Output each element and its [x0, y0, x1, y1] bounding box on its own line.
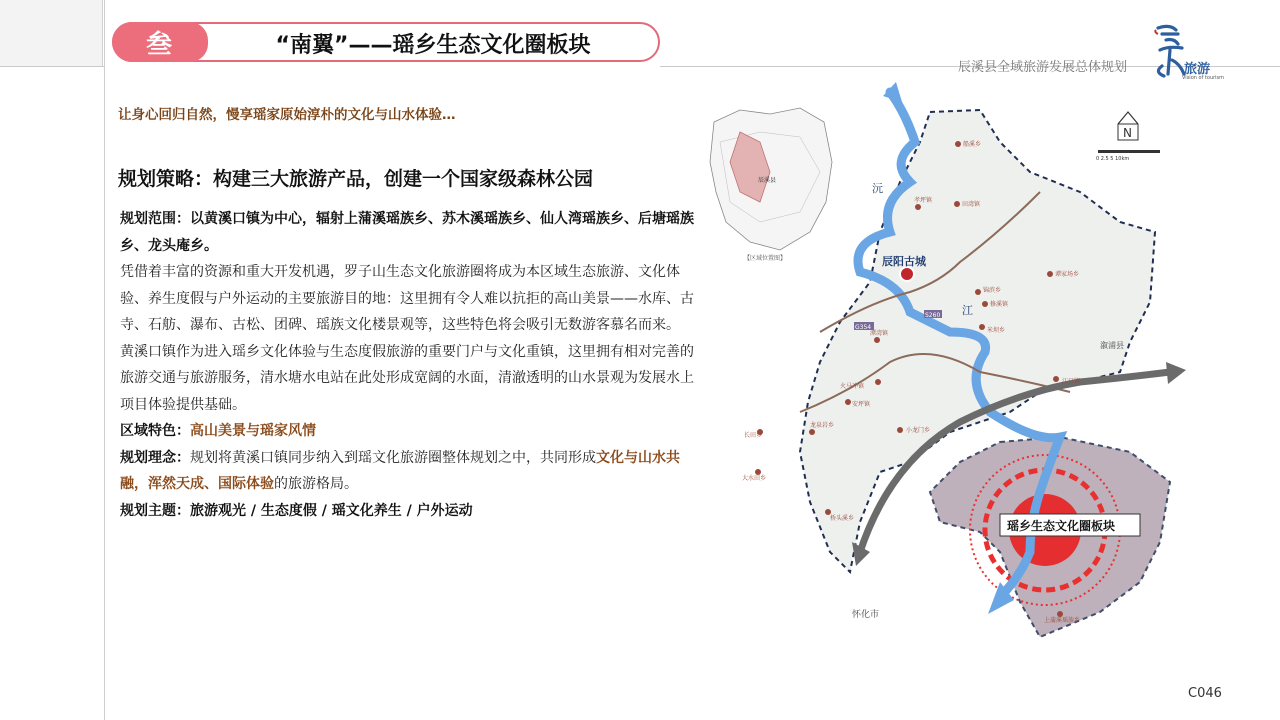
- feature-value: 高山美景与瑶家风情: [190, 423, 316, 439]
- inset-map: [704, 102, 840, 277]
- road-label-g354: G354: [855, 324, 872, 331]
- left-margin-strip: [0, 0, 105, 720]
- page-title: “南翼”——瑶乡生态文化圈板块: [275, 33, 591, 58]
- header-rule-left: [0, 66, 104, 67]
- svg-text:谭家场乡: 谭家场乡: [1055, 271, 1080, 278]
- section-badge: 叁: [112, 22, 208, 62]
- concept-line: [120, 445, 700, 498]
- svg-text:江口镇: 江口镇: [1062, 378, 1081, 385]
- svg-text:米坝乡: 米坝乡: [987, 327, 1006, 334]
- river-char-1: 沅: [872, 182, 883, 195]
- logo-brand-text: 旅游: [1184, 62, 1211, 77]
- feature-line: [120, 418, 700, 445]
- svg-text:火马冲镇: 火马冲镇: [840, 383, 865, 390]
- tagline: 让身心回归自然，慢享瑶家原始淳朴的文化与山水体验…: [118, 107, 456, 123]
- scale-bar: [1096, 150, 1160, 162]
- inset-label: 辰溪县: [758, 177, 777, 184]
- concept-text: 规划将黄溪口镇同步纳入到瑶文化旅游圈整体规划之中，共同形成: [190, 449, 596, 466]
- inset-caption: 【区域位置图】: [744, 255, 787, 262]
- svg-text:安坪镇: 安坪镇: [852, 401, 871, 408]
- paragraph-1: 凭借着丰富的资源和重大开发机遇，罗子山生态文化旅游圈将成为本区域生态旅游、文化体验、养生度假与户外运动的主要旅游目的地：这里拥有令人难以抗拒的高山美景——水库、古寺、石舫、瀑布、古松、团碑、瑶族文化楼景观等，这些特色将会吸引无数游客慕名而来。: [120, 264, 694, 333]
- neighbor-east: 溆浦县: [1100, 341, 1124, 350]
- svg-text:田湾镇: 田湾镇: [962, 201, 981, 208]
- body-text: [120, 206, 700, 524]
- svg-text:孝坪镇: 孝坪镇: [914, 197, 933, 204]
- north-arrow-icon: [1118, 112, 1138, 140]
- city-marker-icon: [900, 267, 914, 281]
- svg-text:潭湾镇: 潭湾镇: [870, 330, 889, 337]
- plan-name: 辰溪县全域旅游发展总体规划: [958, 60, 1128, 75]
- zone-label: 瑶乡生态文化圈板块: [1007, 519, 1116, 533]
- page-number: C046: [1188, 686, 1222, 701]
- svg-text:上蒲溪瑶族乡: 上蒲溪瑶族乡: [1044, 617, 1081, 624]
- paragraph-2: 黄溪口镇作为进入瑶乡文化体验与生态度假旅游的重要门户与文化重镇，这里拥有相对完善的旅游交通与旅游服务，清水塘水电站在此处形成宽阔的水面，清澈透明的山水景观为发展水上项目体验提供基础。: [120, 343, 694, 413]
- svg-text:龙泉岩乡: 龙泉岩乡: [810, 422, 835, 429]
- concept-tail: 的旅游格局。: [274, 476, 358, 492]
- map-svg: [700, 82, 1280, 642]
- neighbor-south: 怀化市: [852, 610, 880, 620]
- svg-text:大水田乡: 大水田乡: [742, 475, 767, 482]
- svg-text:锦滨乡: 锦滨乡: [983, 287, 1002, 294]
- theme-line: 规划主题：旅游观光 / 生态度假 / 瑶文化养生 / 户外运动: [120, 502, 473, 519]
- city-label: 辰阳古城: [882, 255, 926, 268]
- river-char-2: 江: [962, 304, 973, 317]
- corridor-arrow-icon-end: [1166, 362, 1186, 384]
- svg-text:船溪乡: 船溪乡: [963, 141, 982, 148]
- regional-map: [700, 82, 1280, 642]
- svg-text:长田乡: 长田乡: [744, 432, 763, 439]
- svg-text:小龙门乡: 小龙门乡: [906, 427, 931, 434]
- concept-label: 规划理念：: [120, 449, 190, 466]
- scale-text: 0 2.5 5 10km: [1096, 156, 1130, 162]
- road-label-s260: S260: [925, 312, 941, 319]
- north-letter: N: [1123, 126, 1132, 140]
- strategy-heading: 规划策略：构建三大旅游产品，创建一个国家级森林公园: [118, 168, 594, 190]
- corner-tab: [0, 0, 103, 67]
- svg-text:桥头溪乡: 桥头溪乡: [830, 515, 855, 522]
- concept-highlight: 文化与山水共融，浑然天成、国际体验: [120, 449, 680, 492]
- feature-label: 区域特色：: [120, 423, 190, 439]
- svg-text:修溪镇: 修溪镇: [990, 301, 1009, 308]
- logo-tagline: Vision of tourism: [1182, 75, 1225, 81]
- scope-paragraph: 规划范围：以黄溪口镇为中心，辐射上蒲溪瑶族乡、苏木溪瑶族乡、仙人湾瑶族乡、后塘瑶族乡、龙头庵乡。: [120, 211, 694, 254]
